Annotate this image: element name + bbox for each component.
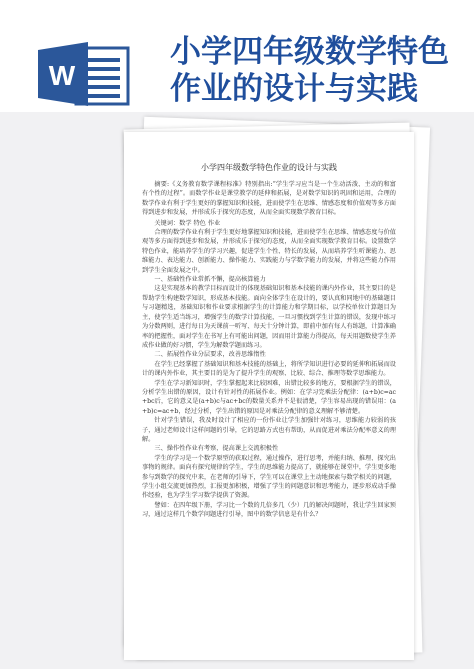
word-document-icon — [38, 42, 130, 106]
doc-paragraph: 摘要:《义务教育数学课程标准》特别指出:“学生学习应当是一个生动活泼、主动的和富有个性的过程”。而数学作业是课堂教学的延伸和拓展，是对数学知识的巩固和运用，合理的数学作业有利于学生更好的掌握知识和技能，进而使学生在思维、情感态度和价值观等多方面得到进步和发展，并形成乐于探究的态度，从而全面实现数学教育目标。 — [142, 181, 396, 217]
paper-sheet-front — [124, 132, 414, 660]
word-letter: W — [48, 60, 76, 91]
document-body — [142, 162, 396, 520]
doc-paragraph: 学生在学习新知识时，学生掌握起来比较困难，出错比较多的地方，要根据学生的错误，分析学生出错的原因，设计有针对性的拓展作业。例如：在学习完乘法分配律：(a+b)c=ac+bc后，它的意义是(a+b)c与ac+bc的数量关系并不是很清楚，学生容易出现的错误用：(a+b)c=ac+b，经过分析，学生出错的原因是对乘法分配律的意义理解不够清楚。 — [142, 379, 396, 415]
doc-paragraph: 关键词：数学 特色 作业 — [154, 219, 221, 227]
doc-heading: 三、操作性作业有考察，提高课上交流积极性 — [154, 445, 279, 453]
document-title: 小学四年级数学特色作业的设计与实践 — [201, 163, 337, 172]
page-title: 小学四年级数学特色作业的设计与实践 — [170, 34, 449, 107]
doc-paragraph: 这是实现基本的教学目标而设计的体现基础知识和基本技能的课内外作业，其主要目的是帮助学生构建数学知识，形成基本技能。面向全体学生在设计的，要认真和同地中的基础题目与习题精选，基础知识和作业要求根据学生的计算能力和学期目标，以学校单位计算题目为主，使学生适当练习，增强学生的数学计算技能，一旦习惯找到学生计算的错误，发现中练习为分数两则，进行每日为天课前一听写、每天十分钟计算，即前中加有每人有练题，计算准确率的把握性，面对学生在书写上有可能出问题，因而用计算能力得提高，每天用题数使学生养成作业做的好习惯，学生为解数学题而练习。 — [142, 285, 396, 349]
doc-heading: 二、拓展性作业分层要求，改善思维惰性 — [154, 351, 266, 359]
doc-paragraph: 譬如：在四年级下册，学习比一个数的几倍多几（少）几的解决问题时，我让学生回家预习，通过这样几个数学问题进行引导，图中的数学信息是有什么？ — [142, 501, 396, 519]
document-preview — [90, 122, 410, 662]
doc-heading: 一、基础性作业常抓不懈，提高核算能力 — [154, 276, 266, 284]
doc-paragraph: 学生的学习是一个数学原型的获取过程，通过操作，进行思考，并能归纳、推理、探究出事物的规律。面向有探究规律的学生，学生的思维能力提高了，就能够在课堂中，学生更多地参与到数学的探究中来，在老师的引导下，学生可以在课堂上主动地探索与数学相关的问题，学生小组交流更加热烈，汇报更加积极，增强了学生的问题意识和思考能力，逐步形成动手操作经验，也为学生学习数学提供了资源。 — [142, 454, 396, 500]
banner-header — [0, 0, 474, 112]
doc-paragraph: 在学生已经掌握了基础知识和基本技能的基础上，将所学知识进行必要的延伸和拓展而设计的课内外作业，其主要目的是为了提升学生的观察、比较、综合、推理等数学思维能力。 — [142, 360, 396, 378]
doc-paragraph: 合理的数学作业有利于学生更好地掌握知识和技能，进而使学生在思维、情感态度与价值观等多方面得到进步和发展，并形成乐于探究的态度，从而全面实现数学教育目标。设置数学特色作业，能培养学生的学习兴趣，促进学生个性、特长的发展，从而培养学生听课能力、思维能力、表达能力、创新能力、操作能力、实践能力与学数学能力的发展，并将这些能力作用到学生全面发展之中。 — [142, 229, 396, 274]
doc-paragraph: 针对学生错误，我及时设计了相应的一份作业让学生加强针对练习，思维能力较弱的孩子，通过老师设计这样问题的引导，它的思路方式也有帮助，从而促进对乘法分配率意义的理解。 — [142, 417, 396, 443]
